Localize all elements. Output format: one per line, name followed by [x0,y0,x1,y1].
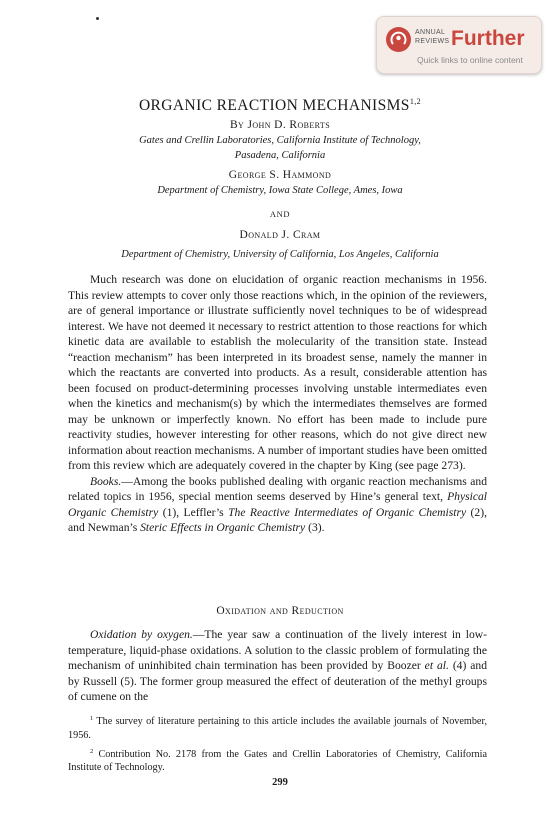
footnote-1-mark: 1 [90,715,94,722]
author-roberts: By John D. Roberts [229,119,331,131]
annual-reviews-logo-icon [386,27,411,52]
books-text-c: (2), and Newman’s [68,505,487,534]
affiliation-hammond: Department of Chemistry, Iowa State College, Ames, Iowa [157,185,403,196]
oxidation-section [68,627,487,705]
page-number: 299 [272,777,288,788]
books-lead: Books. [90,474,122,488]
oxidation-text-a: —The year saw a continuation of the lively interest in low-temperature, liquid-phase oxidations. A solution to the classic problem of formulating the mechanism of uninhibited chain termination has been provided by Boozer [68,628,487,672]
book-title-newman: Steric Effects in Organic Chemistry [140,521,306,534]
section-heading-oxidation: Oxidation and Reduction [216,605,344,617]
article-body [68,272,487,536]
oxidation-text-b: (4) and by Russell (5). The former group measured the effect of deuteration of the methyl groups of cumene on the [68,659,487,703]
affiliation-cram: Department of Chemistry, University of California, Los Angeles, California [121,249,439,260]
author-hammond: George S. Hammond [228,169,332,181]
footnote-2-text: Contribution No. 2178 from the Gates and Crellin Laboratories of Chemistry, California Institute of Technology. [68,748,487,774]
affiliation-roberts-line2: Pasadena, California [234,150,326,161]
badge-heading [415,27,543,53]
oxidation-etal: et al. [424,659,449,672]
footnotes [68,712,487,777]
annual-reviews-label: ANNUAL REVIEWS [415,29,450,45]
intro-paragraph: Much research was done on elucidation of organic reaction mechanisms in 1956. This review attempts to cover only those reactions which, in the opinion of the reviewers, are of general importance or illustrate sufficiently novel techniques to be of widespread interest. We have not deemed it necessary to restrict attention to those reactions for which kinetic data are available to establish the molecularity of the transition state. Instead “reaction mechanism” has been interpreted in its broadest sense, namely the manner in which the reactants are converted into products. As a result, considerable attention has been focused on product-determining processes involving unstable intermediates even when the kinetics and mechanism(s) by which the intermediates themselves are formed may be unknown or imperfectly known. No effort has been made to include pure reactivity studies, however interesting for other reasons, which do not give direct new information about reaction mechanisms. A number of important studies have been omitted from this review which are adequately covered in the chapter by King (see page 273). [68,273,487,472]
books-text-d: (3). [305,521,325,534]
oxidation-lead: Oxidation by oxygen. [90,628,193,641]
scan-speck [96,17,99,20]
and-separator: AND [269,209,291,219]
books-text-b: (1), Leffler’s [158,505,229,519]
article-title [0,93,560,115]
title-footnote-marks: 1,2 [409,97,422,106]
affiliation-roberts-line1: Gates and Crellin Laboratories, California Institute of Technology, [139,135,421,146]
book-title-leffler: The Reactive Intermediates of Organic Chemistry [228,505,467,519]
books-text-a: —Among the books published dealing with organic reaction mechanisms and related topics in 1956, special mention seems deserved by Hine’s general text, [68,474,487,503]
author-cram: Donald J. Cram [239,229,321,241]
further-badge[interactable] [376,16,542,74]
oxidation-paragraph [68,627,487,705]
footnote-2 [68,745,487,776]
further-label: Further [451,27,525,50]
book-title-hine: Physical Organic Chemistry [68,490,487,519]
badge-subtitle: Quick links to online content [417,55,523,65]
article-title-text: ORGANIC REACTION MECHANISMS [138,97,410,114]
footnote-1-text: The survey of literature pertaining to this article includes the available journals of November, 1956. [68,716,487,741]
footnote-2-mark: 2 [90,747,94,755]
books-paragraph [68,474,487,536]
footnote-1 [68,712,487,743]
